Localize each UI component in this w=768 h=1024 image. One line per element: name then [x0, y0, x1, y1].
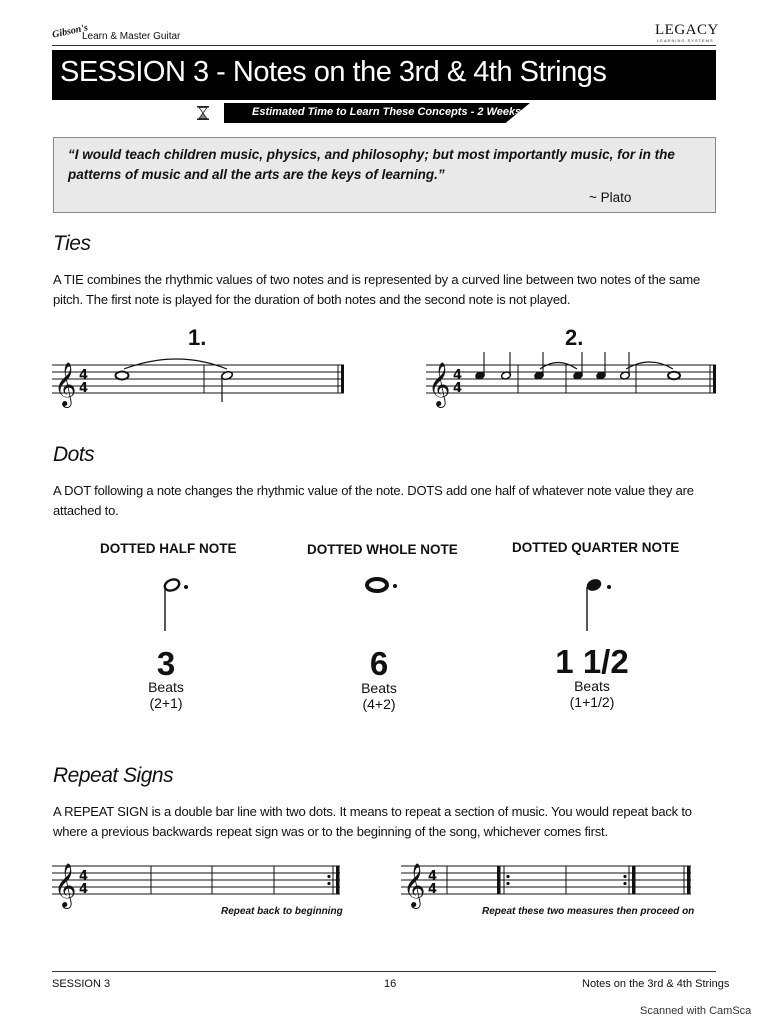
svg-text:𝄞: 𝄞 [54, 863, 77, 907]
dotted-quarter-note-icon [580, 565, 620, 635]
svg-text:𝄞: 𝄞 [403, 863, 426, 907]
header-rule [52, 45, 716, 46]
beats-word: Beats [361, 680, 397, 696]
dotted-half-note-icon [155, 565, 195, 635]
svg-text:4: 4 [79, 869, 89, 884]
dotted-half-note-label: DOTTED HALF NOTE [100, 541, 237, 556]
dotted-whole-note-label: DOTTED WHOLE NOTE [307, 542, 458, 557]
tie-staff-1 [52, 355, 352, 415]
ties-heading: Ties [53, 232, 91, 255]
repeat-caption-1: Repeat back to beginning [221, 906, 343, 917]
footer-section-title: Notes on the 3rd & 4th Strings [582, 978, 730, 990]
beats-calc: (1+1/2) [569, 694, 615, 710]
svg-text:4: 4 [79, 381, 89, 396]
dotted-whole-note-icon [362, 570, 412, 600]
page-number: 16 [384, 978, 397, 990]
tie-example-1-label: 1. [188, 325, 207, 350]
page-title: SESSION 3 - Notes on the 3rd & 4th Strings [60, 56, 607, 88]
svg-text:4: 4 [79, 882, 89, 897]
quote-text: “I would teach children music, physics, and philosophy; but most importantly music, for in the patterns of music and all the arts are the keys of learning.” [68, 147, 675, 182]
footer-rule [52, 971, 716, 972]
dots-body: A DOT following a note changes the rhythmic value of the note. DOTS add one half of whatever note value they are attached to. [53, 483, 694, 518]
svg-text:4: 4 [79, 368, 89, 383]
svg-text:𝄞: 𝄞 [54, 362, 77, 406]
brand-text: Learn & Master Guitar [82, 31, 181, 42]
svg-text:4: 4 [428, 869, 438, 884]
quote-author: ~ Plato [589, 190, 632, 205]
dotted-quarter-beats [522, 643, 662, 710]
dotted-quarter-note-label: DOTTED QUARTER NOTE [512, 540, 680, 555]
beats-word: Beats [574, 678, 610, 694]
repeat-caption-2: Repeat these two measures then proceed on [482, 906, 695, 917]
dots-heading: Dots [53, 443, 95, 466]
dotted-half-beats [106, 645, 226, 711]
footer-session: SESSION 3 [52, 978, 111, 990]
beats-value: 6 [369, 645, 389, 682]
scan-watermark: Scanned with CamSca [640, 1005, 752, 1017]
beats-calc: (4+2) [362, 696, 396, 712]
beats-value: 1 1/2 [555, 643, 629, 680]
legacy-logo: LEGACY [655, 22, 719, 38]
repeat-staff-2 [401, 858, 701, 913]
tie-staff-2 [426, 355, 726, 415]
ties-body: A TIE combines the rhythmic values of two notes and is represented by a curved line between two notes of the same pitch. The first note is played for the duration of both notes and the second note is not played. [53, 272, 701, 307]
svg-text:4: 4 [453, 368, 463, 383]
dotted-whole-beats [319, 645, 439, 712]
hourglass-icon [197, 106, 209, 120]
repeat-heading: Repeat Signs [53, 764, 174, 787]
beats-word: Beats [148, 679, 184, 695]
svg-text:4: 4 [453, 381, 463, 396]
legacy-subtitle: LEARNING SYSTEMS [657, 38, 714, 43]
estimated-time-text: Estimated Time to Learn These Concepts - 2 Weeks [252, 106, 522, 118]
repeat-staff-1 [52, 858, 352, 913]
gibson-logo: Gibson's [51, 22, 89, 41]
svg-text:4: 4 [428, 882, 438, 897]
svg-text:𝄞: 𝄞 [428, 362, 451, 406]
beats-calc: (2+1) [149, 695, 183, 711]
repeat-body: A REPEAT SIGN is a double bar line with two dots. It means to repeat a section of music. You would repeat back to where a previous backwards repeat sign was or to the beginning of the song, whichever comes first. [53, 804, 692, 839]
beats-value: 3 [156, 645, 176, 682]
tie-example-2-label: 2. [565, 325, 584, 350]
